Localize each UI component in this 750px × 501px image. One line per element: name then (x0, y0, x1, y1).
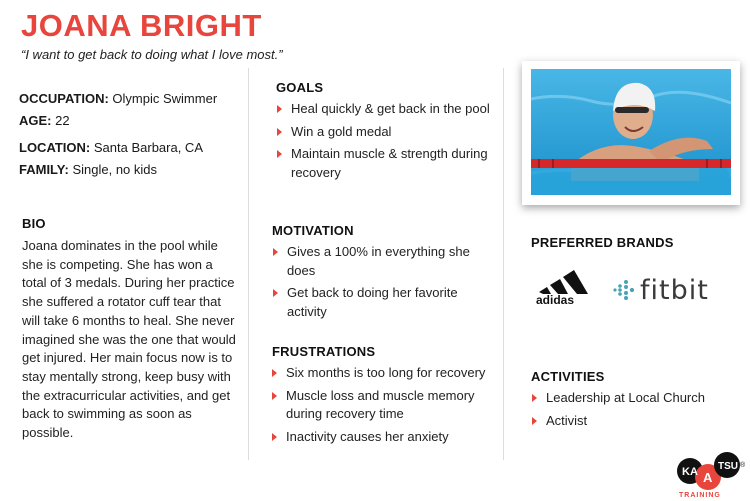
age-label: AGE: (19, 113, 52, 128)
svg-text:KA: KA (682, 466, 698, 478)
age-value: 22 (55, 113, 70, 128)
location-value: Santa Barbara, CA (93, 140, 203, 155)
activities-heading: ACTIVITIES (531, 369, 605, 384)
age-field (19, 113, 70, 129)
fitbit-logo (612, 274, 709, 306)
occupation-field (19, 91, 217, 107)
adidas-logo (533, 266, 591, 306)
bullet-arrow-icon (277, 128, 282, 136)
occupation-value: Olympic Swimmer (112, 91, 218, 106)
family-value: Single, no kids (72, 162, 158, 177)
kaatsu-training-logo (675, 449, 747, 499)
activity-item: Activist (530, 412, 710, 431)
brands-heading: PREFERRED BRANDS (531, 235, 674, 250)
persona-name: JOANA BRIGHT (21, 8, 262, 43)
bullet-arrow-icon (277, 150, 282, 158)
frustration-item: Muscle loss and muscle memory during recovery time (270, 387, 498, 424)
bullet-arrow-icon (532, 417, 537, 425)
fitbit-dots-icon (612, 279, 634, 301)
frustration-item: Six months is too long for recovery (270, 364, 498, 383)
kaatsu-logo-icon (675, 449, 747, 499)
bio-heading: BIO (22, 216, 46, 231)
bullet-arrow-icon (272, 433, 277, 441)
persona-photo (522, 61, 740, 205)
occupation-label: OCCUPATION: (19, 91, 109, 106)
svg-text:®: ® (740, 462, 746, 469)
goal-item: Maintain muscle & strength during recovery (275, 145, 497, 182)
frustrations-heading: FRUSTRATIONS (272, 344, 376, 359)
bullet-arrow-icon (273, 248, 278, 256)
goal-item: Win a gold medal (275, 123, 497, 142)
location-label: LOCATION: (19, 140, 91, 155)
adidas-wordmark: adidas (536, 293, 575, 306)
family-label: FAMILY: (19, 162, 69, 177)
bullet-arrow-icon (273, 289, 278, 297)
column-divider-left (248, 68, 249, 460)
bullet-arrow-icon (272, 392, 277, 400)
bio-text: Joana dominates in the pool while she is competing. She has won a total of 3 medals. During her practice she suffered a rotator cuff tear that will take 6 months to heal. She never imagined she was the one that would get injured. Her main focus now is to stay mentally strong, keep busy with the extracurricular activities, and get back to swimming as soon as possible. (22, 238, 236, 441)
frustration-item: Inactivity causes her anxiety (270, 428, 498, 447)
location-field (19, 140, 203, 156)
motivation-item: Gives a 100% in everything she does (271, 243, 496, 280)
adidas-stripes-icon (533, 266, 591, 306)
svg-text:TSU: TSU (718, 461, 738, 472)
motivation-list (271, 243, 496, 325)
persona-quote: “I want to get back to doing what I love most.” (21, 47, 283, 62)
family-field (19, 162, 157, 178)
frustrations-list (270, 364, 498, 450)
column-divider-right (503, 68, 504, 460)
goals-list (275, 100, 497, 186)
svg-text:A: A (703, 470, 713, 485)
activity-item: Leadership at Local Church (530, 389, 710, 408)
svg-text:TRAINING: TRAINING (679, 492, 721, 499)
fitbit-wordmark: fitbit (640, 274, 709, 306)
motivation-item: Get back to doing her favorite activity (271, 284, 496, 321)
bullet-arrow-icon (272, 369, 277, 377)
bullet-arrow-icon (277, 105, 282, 113)
bullet-arrow-icon (532, 394, 537, 402)
goal-item: Heal quickly & get back in the pool (275, 100, 497, 119)
goals-heading: GOALS (276, 80, 324, 95)
activities-list (530, 389, 710, 434)
swimmer-photo (531, 69, 731, 195)
motivation-heading: MOTIVATION (272, 223, 354, 238)
